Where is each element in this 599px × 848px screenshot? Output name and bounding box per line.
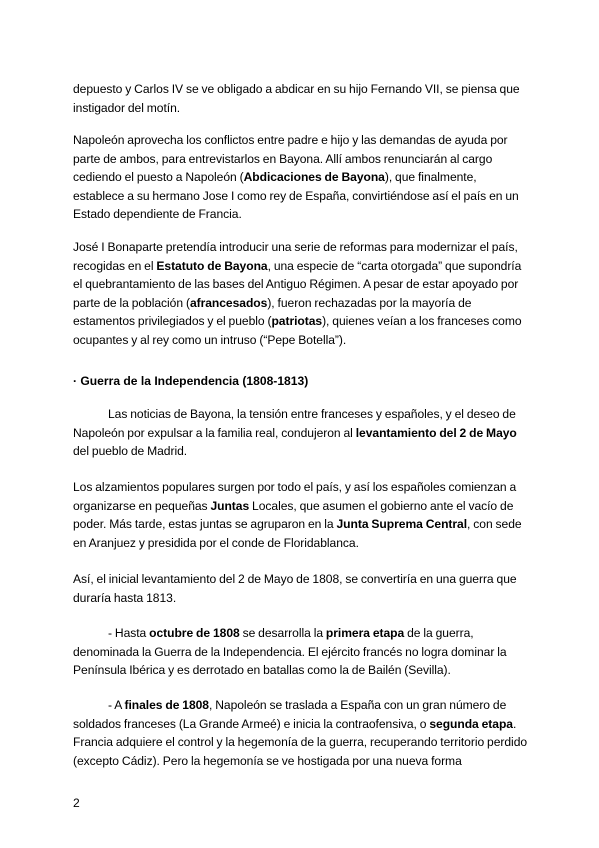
bold-term: Juntas — [210, 498, 250, 513]
paragraph-text: Los alzamientos populares surgen por todo el país, y así los españoles comienzan a organizarse en pequeñas — [73, 480, 517, 513]
paragraph-text: Así, el inicial levantamiento del 2 de Mayo de 1808, se convertiría en una guerra que duraría hasta 1813. — [73, 572, 517, 605]
bold-term: primera etapa — [325, 626, 405, 640]
paragraph-abdication — [73, 80, 529, 117]
paragraph-jose-bonaparte — [73, 238, 529, 349]
bold-term: levantamiento del 2 de Mayo — [355, 425, 517, 440]
paragraph-text: de la guerra, denominada la Guerra de la Independencia. El ejército francés no logra dominar la Península Ibérica y es derrotado en batallas como la de Bailén (Sevilla). — [73, 626, 507, 677]
paragraph-text: . Francia adquiere el control y la hegemonía de la guerra, recuperando territorio perdido (excepto Cádiz). Pero la hegemonía se ve hostigada por una nueva forma — [73, 716, 528, 768]
paragraph-text: del pueblo de Madrid. — [73, 444, 188, 458]
bold-term: finales de 1808 — [124, 698, 209, 712]
bold-term: Junta Suprema Central — [336, 517, 468, 531]
section-heading: · Guerra de la Independencia (1808-1813) — [73, 374, 309, 388]
paragraph-guerra-1813 — [73, 570, 529, 607]
paragraph-juntas — [73, 478, 529, 552]
paragraph-text: ), quienes veían a los franceses como ocupantes y al rey como un intruso (“Pepe Botella”). — [73, 314, 522, 347]
page-number: 2 — [73, 796, 80, 810]
paragraph-text: ), que finalmente, establece a su hermano Jose I como rey de España, convirtiéndose así el país en un Estado dependiente de Francia. — [73, 170, 519, 221]
bold-term: Estatuto de Bayona — [156, 258, 268, 273]
bold-term: octubre de 1808 — [149, 626, 240, 640]
paragraph-text: , una especie de “carta otorgada” que supondría el quebrantamiento de las bases del Antiguo Régimen. A pesar de estar apoyado por parte de la población ( — [73, 258, 522, 310]
list-item-segunda-etapa — [73, 696, 529, 770]
paragraph-text: - A — [108, 698, 125, 712]
bold-term: segunda etapa — [429, 716, 513, 731]
paragraph-text: Las noticias de Bayona, la tensión entre franceses y españoles, y el deseo de Napoleón por expulsar a la familia real, condujeron al — [73, 407, 516, 440]
paragraph-text: - Hasta — [108, 626, 150, 640]
bold-term: afrancesados — [189, 295, 268, 310]
paragraph-text: , con sede en Aranjuez y presidida por el conde de Floridablanca. — [73, 517, 522, 550]
paragraph-text: depuesto y Carlos IV se ve obligado a abdicar en su hijo Fernando VII, se piensa que instigador del motín. — [73, 82, 520, 115]
paragraph-bayona — [73, 131, 529, 224]
paragraph-text: ), fueron rechazadas por la mayoría de estamentos privilegiados y el pueblo ( — [73, 295, 472, 328]
paragraph-text: , Napoleón se traslada a España con un gran número de soldados franceses (La Grande Armeé) e inicia la contraofensiva, o — [73, 698, 507, 731]
bold-term: Abdicaciones de Bayona — [243, 170, 385, 184]
bold-term: patriotas — [271, 314, 323, 328]
paragraph-text: se desarrolla la — [239, 626, 326, 640]
paragraph-text: José I Bonaparte pretendía introducir una serie de reformas para modernizar el país, recogidas en el — [73, 240, 518, 273]
paragraph-levantamiento — [73, 405, 529, 461]
paragraph-text: Napoleón aprovecha los conflictos entre padre e hijo y las demandas de ayuda por parte de ambos, para entrevistarlos en Bayona. Allí ambos renunciarán al cargo cediendo el puesto a Napoleón ( — [73, 133, 508, 184]
list-item-primera-etapa — [73, 624, 529, 680]
paragraph-text: Locales, que asumen el gobierno ante el vacío de poder. Más tarde, estas juntas se agruparon en la — [73, 498, 514, 531]
